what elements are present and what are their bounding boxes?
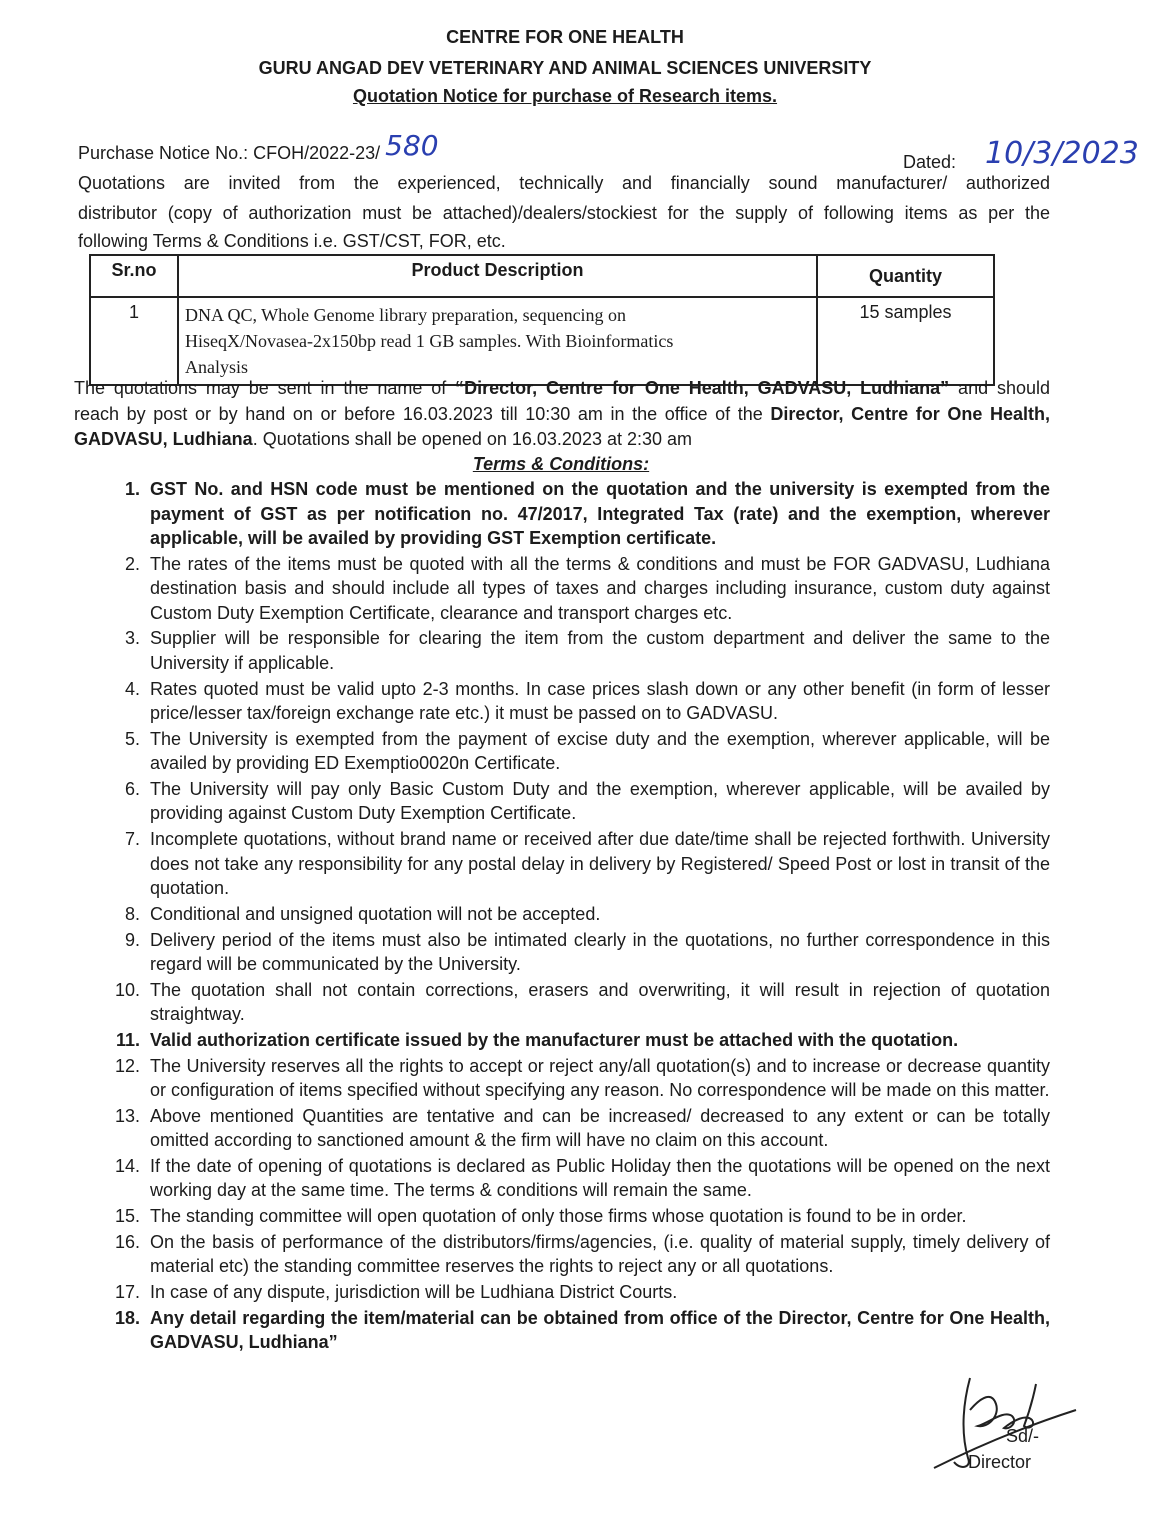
intro-line-1: Quotations are invited from the experienced, technically and financially sound manufacturer/ authorized [78, 173, 1050, 193]
term-number: 15. [114, 1206, 140, 1227]
dated-handwritten: 10/3/2023 [985, 136, 1139, 171]
list-item [104, 1154, 1050, 1203]
list-item [104, 1104, 1050, 1153]
description-line: Analysis [185, 357, 248, 377]
term-number: 12. [114, 1055, 140, 1076]
term-text: Above mentioned Quantities are tentative and can be increased/ decreased to any extent or can be totally omitted according to sanctioned amount & the firm will have no claim on this account. [150, 1105, 1050, 1151]
list-item [104, 626, 1050, 675]
term-text: If the date of opening of quotations is declared as Public Holiday then the quotations will be opened on the next working day at the same time. The terms & conditions will remain the same. [150, 1155, 1050, 1201]
term-text: Supplier will be responsible for clearing the item from the custom department and deliver the same to the University if applicable. [150, 628, 1050, 673]
submission-text: . Quotations shall be opened on 16.03.2023 at 2:30 am [252, 429, 693, 449]
intro-line-3: following Terms & Conditions i.e. GST/CST, FOR, etc. [78, 231, 506, 251]
list-item [104, 727, 1050, 776]
header-quantity: Quantity [817, 255, 994, 297]
submission-office: Director, Centre for One Health, [770, 404, 1050, 424]
term-text: The University will pay only Basic Custom Duty and the exemption, wherever applicable, will be availed by providing against Custom Duty Exemption Certificate. [150, 778, 1050, 824]
term-text: The University is exempted from the payment of excise duty and the exemption, wherever applicable, will be availed by providing ED Exemptio0020n Certificate. [150, 728, 1050, 774]
terms-heading: Terms & Conditions: [472, 454, 650, 474]
term-number: 1. [124, 479, 140, 499]
term-number: 6. [124, 778, 140, 799]
term-text: The standing committee will open quotation of only those firms whose quotation is found to be in order. [150, 1206, 967, 1227]
list-item [104, 677, 1050, 726]
list-item [104, 902, 1050, 927]
term-text: Conditional and unsigned quotation will not be accepted. [150, 903, 601, 924]
row-srno: 1 [90, 297, 178, 385]
terms-list [104, 477, 1050, 1356]
term-number: 18. [114, 1307, 140, 1328]
submission-line-2 [74, 402, 1050, 427]
term-text: Valid authorization certificate issued by the manufacturer must be attached with the quotation. [150, 1029, 959, 1050]
submission-text: The quotations may be sent in the name of [74, 378, 456, 398]
term-number: 13. [114, 1105, 140, 1126]
term-number: 11. [115, 1029, 140, 1050]
items-table [89, 254, 995, 386]
list-item [104, 1028, 1050, 1053]
submission-line-3 [74, 427, 692, 452]
header-srno: Sr.no [90, 255, 178, 297]
term-text: The rates of the items must be quoted with all the terms & conditions and must be FOR GADVASU, Ludhiana destination basis and should include all types of taxes and charges including insurance, custom duty against Custom Duty Exemption Certificate, clearance and transport charges etc. [150, 553, 1050, 623]
intro-line-2: distributor (copy of authorization must be attached)/dealers/stockiest for the supply of following items as per the [78, 203, 1050, 223]
term-number: 14. [114, 1155, 140, 1176]
term-number: 16. [114, 1231, 140, 1252]
submission-text: reach by post or by hand on or before 16.03.2023 till 10:30 am in the office of the [74, 404, 771, 424]
signature-title: Director [968, 1452, 1032, 1472]
list-item [104, 1280, 1050, 1305]
header-description: Product Description [178, 255, 817, 297]
list-item [104, 978, 1050, 1027]
term-number: 8. [124, 903, 140, 924]
term-text: The University reserves all the rights to accept or reject any/all quotation(s) and to increase or decrease quantity or configuration of items specified without specifying any reason. No correspondence will be made on this matter. [150, 1055, 1050, 1101]
list-item [104, 1204, 1050, 1229]
list-item [104, 552, 1050, 626]
list-item [104, 477, 1050, 551]
list-item [104, 1054, 1050, 1103]
submission-text: and should [949, 378, 1051, 398]
list-item [104, 928, 1050, 977]
term-number: 17. [114, 1282, 140, 1302]
term-text: Incomplete quotations, without brand name or received after due date/time shall be rejected forthwith. University does not take any responsibility for any postal delay in delivery by Registered/ Speed Post or lost in transit of the quotation. [150, 829, 1050, 899]
term-number: 5. [124, 728, 140, 749]
university-title: GURU ANGAD DEV VETERINARY AND ANIMAL SCIENCES UNIVERSITY [258, 58, 872, 78]
term-number: 3. [124, 628, 140, 649]
notice-number-handwritten: 580 [385, 129, 439, 162]
term-text: Any detail regarding the item/material can be obtained from office of the Director, Centre for One Health, GADVASU, Ludhiana” [150, 1307, 1050, 1353]
org-centre-title: CENTRE FOR ONE HEALTH [446, 27, 684, 47]
term-text: On the basis of performance of the distributors/firms/agencies, (i.e. quality of material supply, timely delivery of material etc) the standing committee reserves the rights to reject any or all quotations. [150, 1231, 1050, 1277]
notice-number-label: Purchase Notice No.: CFOH/2022-23/ [78, 143, 381, 163]
list-item [104, 1306, 1050, 1355]
list-item [104, 1230, 1050, 1279]
purchase-notice-number [78, 129, 439, 166]
term-number: 9. [124, 929, 140, 950]
term-text: GST No. and HSN code must be mentioned on the quotation and the university is exempted from the payment of GST as per notification no. 47/2017, Integrated Tax (rate) and the exemption, wherever applicable, will be availed by providing GST Exemption certificate. [150, 479, 1050, 548]
table-row [90, 297, 994, 385]
term-number: 2. [124, 553, 140, 574]
list-item [104, 827, 1050, 901]
term-number: 7. [124, 829, 140, 850]
term-text: Delivery period of the items must also be intimated clearly in the quotations, no further correspondence in this regard will be communicated by the University. [150, 929, 1050, 974]
description-line: HiseqX/Novasea-2x150bp read 1 GB samples. With Bioinformatics [185, 331, 674, 351]
term-number: 10. [114, 979, 140, 1000]
row-quantity: 15 samples [817, 297, 994, 385]
row-description [178, 297, 817, 385]
dated-label: Dated: [903, 152, 957, 172]
table-header-row [90, 255, 994, 297]
notice-title: Quotation Notice for purchase of Research items. [352, 86, 778, 106]
submission-line-1 [74, 376, 1050, 401]
term-text: Rates quoted must be valid upto 2-3 months. In case prices slash down or any other benefit (in form of lesser price/lesser tax/foreign exchange rate etc.) it must be passed on to GADVASU. [150, 678, 1050, 724]
description-line: DNA QC, Whole Genome library preparation, sequencing on [185, 305, 627, 325]
term-text: In case of any dispute, jurisdiction will be Ludhiana District Courts. [150, 1282, 678, 1302]
submission-addressee: “Director, Centre for One Health, GADVASU, Ludhiana” [455, 378, 950, 398]
signature-sd: Sd/- [1006, 1426, 1040, 1446]
submission-location: GADVASU, Ludhiana [74, 429, 253, 449]
term-text: The quotation shall not contain corrections, erasers and overwriting, it will result in rejection of quotation straightway. [150, 979, 1050, 1025]
term-number: 4. [124, 678, 140, 699]
list-item [104, 777, 1050, 826]
